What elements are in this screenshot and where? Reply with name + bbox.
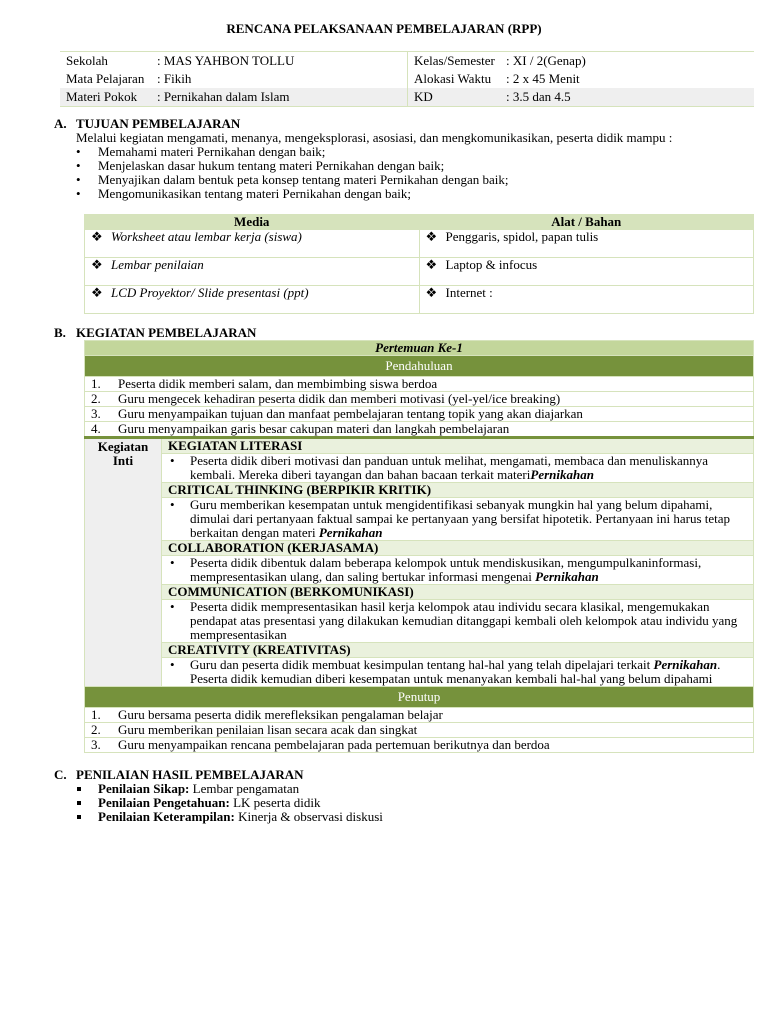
literasi-heading: KEGIATAN LITERASI: [162, 438, 754, 454]
info-mapel-label: Mata Pelajaran: [66, 71, 145, 86]
media-column-header: Media: [85, 215, 420, 230]
pendahuluan-row: 4. Guru menyampaikan garis besar cakupan materi dan langkah pembelajaran: [85, 422, 754, 438]
info-kelas-label: Kelas/Semester: [414, 53, 495, 68]
info-alokasi-label: Alokasi Waktu: [414, 71, 492, 86]
section-a-heading: A. TUJUAN PEMBELAJARAN: [54, 116, 241, 131]
diamond-bullet-icon: ❖: [91, 285, 103, 300]
critical-heading: CRITICAL THINKING (BERPIKIR KRITIK): [162, 483, 754, 498]
goal-item: • Mengomunikasikan tentang materi Pernikahan dengan baik;: [76, 187, 508, 201]
alat-cell: ❖ Internet :: [419, 286, 754, 314]
creat-heading: CREATIVITY (KREATIVITAS): [162, 643, 754, 658]
creat-body: • Guru dan peserta didik membuat kesimpulan tentang hal-hal yang telah dipelajari terkait Pernikahan. Peserta didik kemudian diberi kesempatan untuk menanyakan kembali hal-hal yang belum dipahami: [162, 658, 754, 687]
alat-cell: ❖ Penggaris, spidol, papan tulis: [419, 230, 754, 258]
goals-list: [76, 145, 508, 201]
document-title: RENCANA PELAKSANAAN PEMBELAJARAN (RPP): [226, 21, 542, 36]
penutup-row: 3. Guru menyampaikan rencana pembelajaran pada pertemuan berikutnya dan berdoa: [85, 738, 754, 753]
assessment-list: [76, 782, 383, 824]
penutup-band: Penutup: [85, 687, 754, 708]
media-cell: ❖ Worksheet atau lembar kerja (siswa): [85, 230, 420, 258]
diamond-bullet-icon: ❖: [425, 285, 438, 300]
media-table: [84, 214, 754, 314]
kegiatan-inti-label: Kegiatan Inti: [85, 438, 162, 687]
penutup-row: 2. Guru memberikan penilaian lisan secara acak dan singkat: [85, 723, 754, 738]
comm-heading: COMMUNICATION (BERKOMUNIKASI): [162, 585, 754, 600]
info-kd: [408, 88, 755, 107]
pendahuluan-row: 2. Guru mengecek kehadiran peserta didik dan memberi motivasi (yel-yel/ice breaking): [85, 392, 754, 407]
comm-body: • Peserta didik mempresentasikan hasil kerja kelompok atau individu secara klasikal, mengemukakan pendapat atas presentasi yang dilakukan kemudian ditanggapi kembali oleh kelompok atau individu yang mempresentasikan: [162, 600, 754, 643]
info-alokasi: [408, 70, 755, 88]
info-materi: [60, 88, 408, 107]
info-kelas: [408, 52, 755, 71]
info-table: [60, 51, 754, 107]
pendahuluan-band: Pendahuluan: [85, 356, 754, 377]
info-sekolah-label: Sekolah: [66, 53, 108, 68]
diamond-bullet-icon: ❖: [91, 257, 103, 272]
goal-item: • Menjelaskan dasar hukum tentang materi Pernikahan dengan baik;: [76, 159, 508, 173]
info-mapel-value: : Fikih: [157, 71, 192, 86]
pendahuluan-row: 1. Peserta didik memberi salam, dan membimbing siswa berdoa: [85, 377, 754, 392]
info-materi-label: Materi Pokok: [66, 89, 138, 104]
info-sekolah: [60, 52, 408, 71]
goal-item: • Memahami materi Pernikahan dengan baik;: [76, 145, 508, 159]
assessment-item: Penilaian Pengetahuan: LK peserta didik: [76, 796, 383, 810]
section-b-heading: B. KEGIATAN PEMBELAJARAN: [54, 325, 257, 340]
penutup-row: 1. Guru bersama peserta didik merefleksikan pengalaman belajar: [85, 708, 754, 723]
info-kd-value: : 3.5 dan 4.5: [506, 89, 571, 104]
pertemuan-band: Pertemuan Ke-1: [85, 341, 754, 356]
assessment-item: Penilaian Sikap: Lembar pengamatan: [76, 782, 383, 796]
alat-cell: ❖ Laptop & infocus: [419, 258, 754, 286]
diamond-bullet-icon: ❖: [425, 229, 438, 244]
info-sekolah-value: : MAS YAHBON TOLLU: [157, 53, 295, 68]
literasi-body: • Peserta didik diberi motivasi dan panduan untuk melihat, mengamati, membaca dan menuliskannya kembali. Mereka diberi tayangan dan bahan bacaan terkait materiPernikahan: [162, 454, 754, 483]
info-kd-label: KD: [414, 89, 433, 104]
alat-column-header: Alat / Bahan: [419, 215, 754, 230]
info-materi-value: : Pernikahan dalam Islam: [157, 89, 290, 104]
collab-heading: COLLABORATION (KERJASAMA): [162, 541, 754, 556]
goal-item: • Menyajikan dalam bentuk peta konsep tentang materi Pernikahan dengan baik;: [76, 173, 508, 187]
info-alokasi-value: : 2 x 45 Menit: [506, 71, 580, 86]
media-cell: ❖ LCD Proyektor/ Slide presentasi (ppt): [85, 286, 420, 314]
info-kelas-value: : XI / 2(Genap): [506, 53, 586, 68]
diamond-bullet-icon: ❖: [91, 229, 103, 244]
activities-table: [84, 340, 754, 753]
info-mapel: [60, 70, 408, 88]
section-a-intro: Melalui kegiatan mengamati, menanya, mengeksplorasi, asosiasi, dan mengkomunikasikan, peserta didik mampu :: [76, 130, 673, 145]
diamond-bullet-icon: ❖: [425, 257, 438, 272]
critical-body: • Guru memberikan kesempatan untuk mengidentifikasi sebanyak mungkin hal yang belum dipahami, dimulai dari pertanyaan faktual sampai ke pertanyaan yang bersifat hipotetik. Pertanyaan ini harus tetap berkaitan dengan materi Pernikahan: [162, 498, 754, 541]
section-c-heading: C. PENILAIAN HASIL PEMBELAJARAN: [54, 767, 304, 782]
media-cell: ❖ Lembar penilaian: [85, 258, 420, 286]
pendahuluan-row: 3. Guru menyampaikan tujuan dan manfaat pembelajaran tentang topik yang akan diajarkan: [85, 407, 754, 422]
collab-body: • Peserta didik dibentuk dalam beberapa kelompok untuk mendiskusikan, mengumpulkaninformasi, mempresentasikan ulang, dan saling bertukar informasi mengenai Pernikahan: [162, 556, 754, 585]
assessment-item: Penilaian Keterampilan: Kinerja & observasi diskusi: [76, 810, 383, 824]
